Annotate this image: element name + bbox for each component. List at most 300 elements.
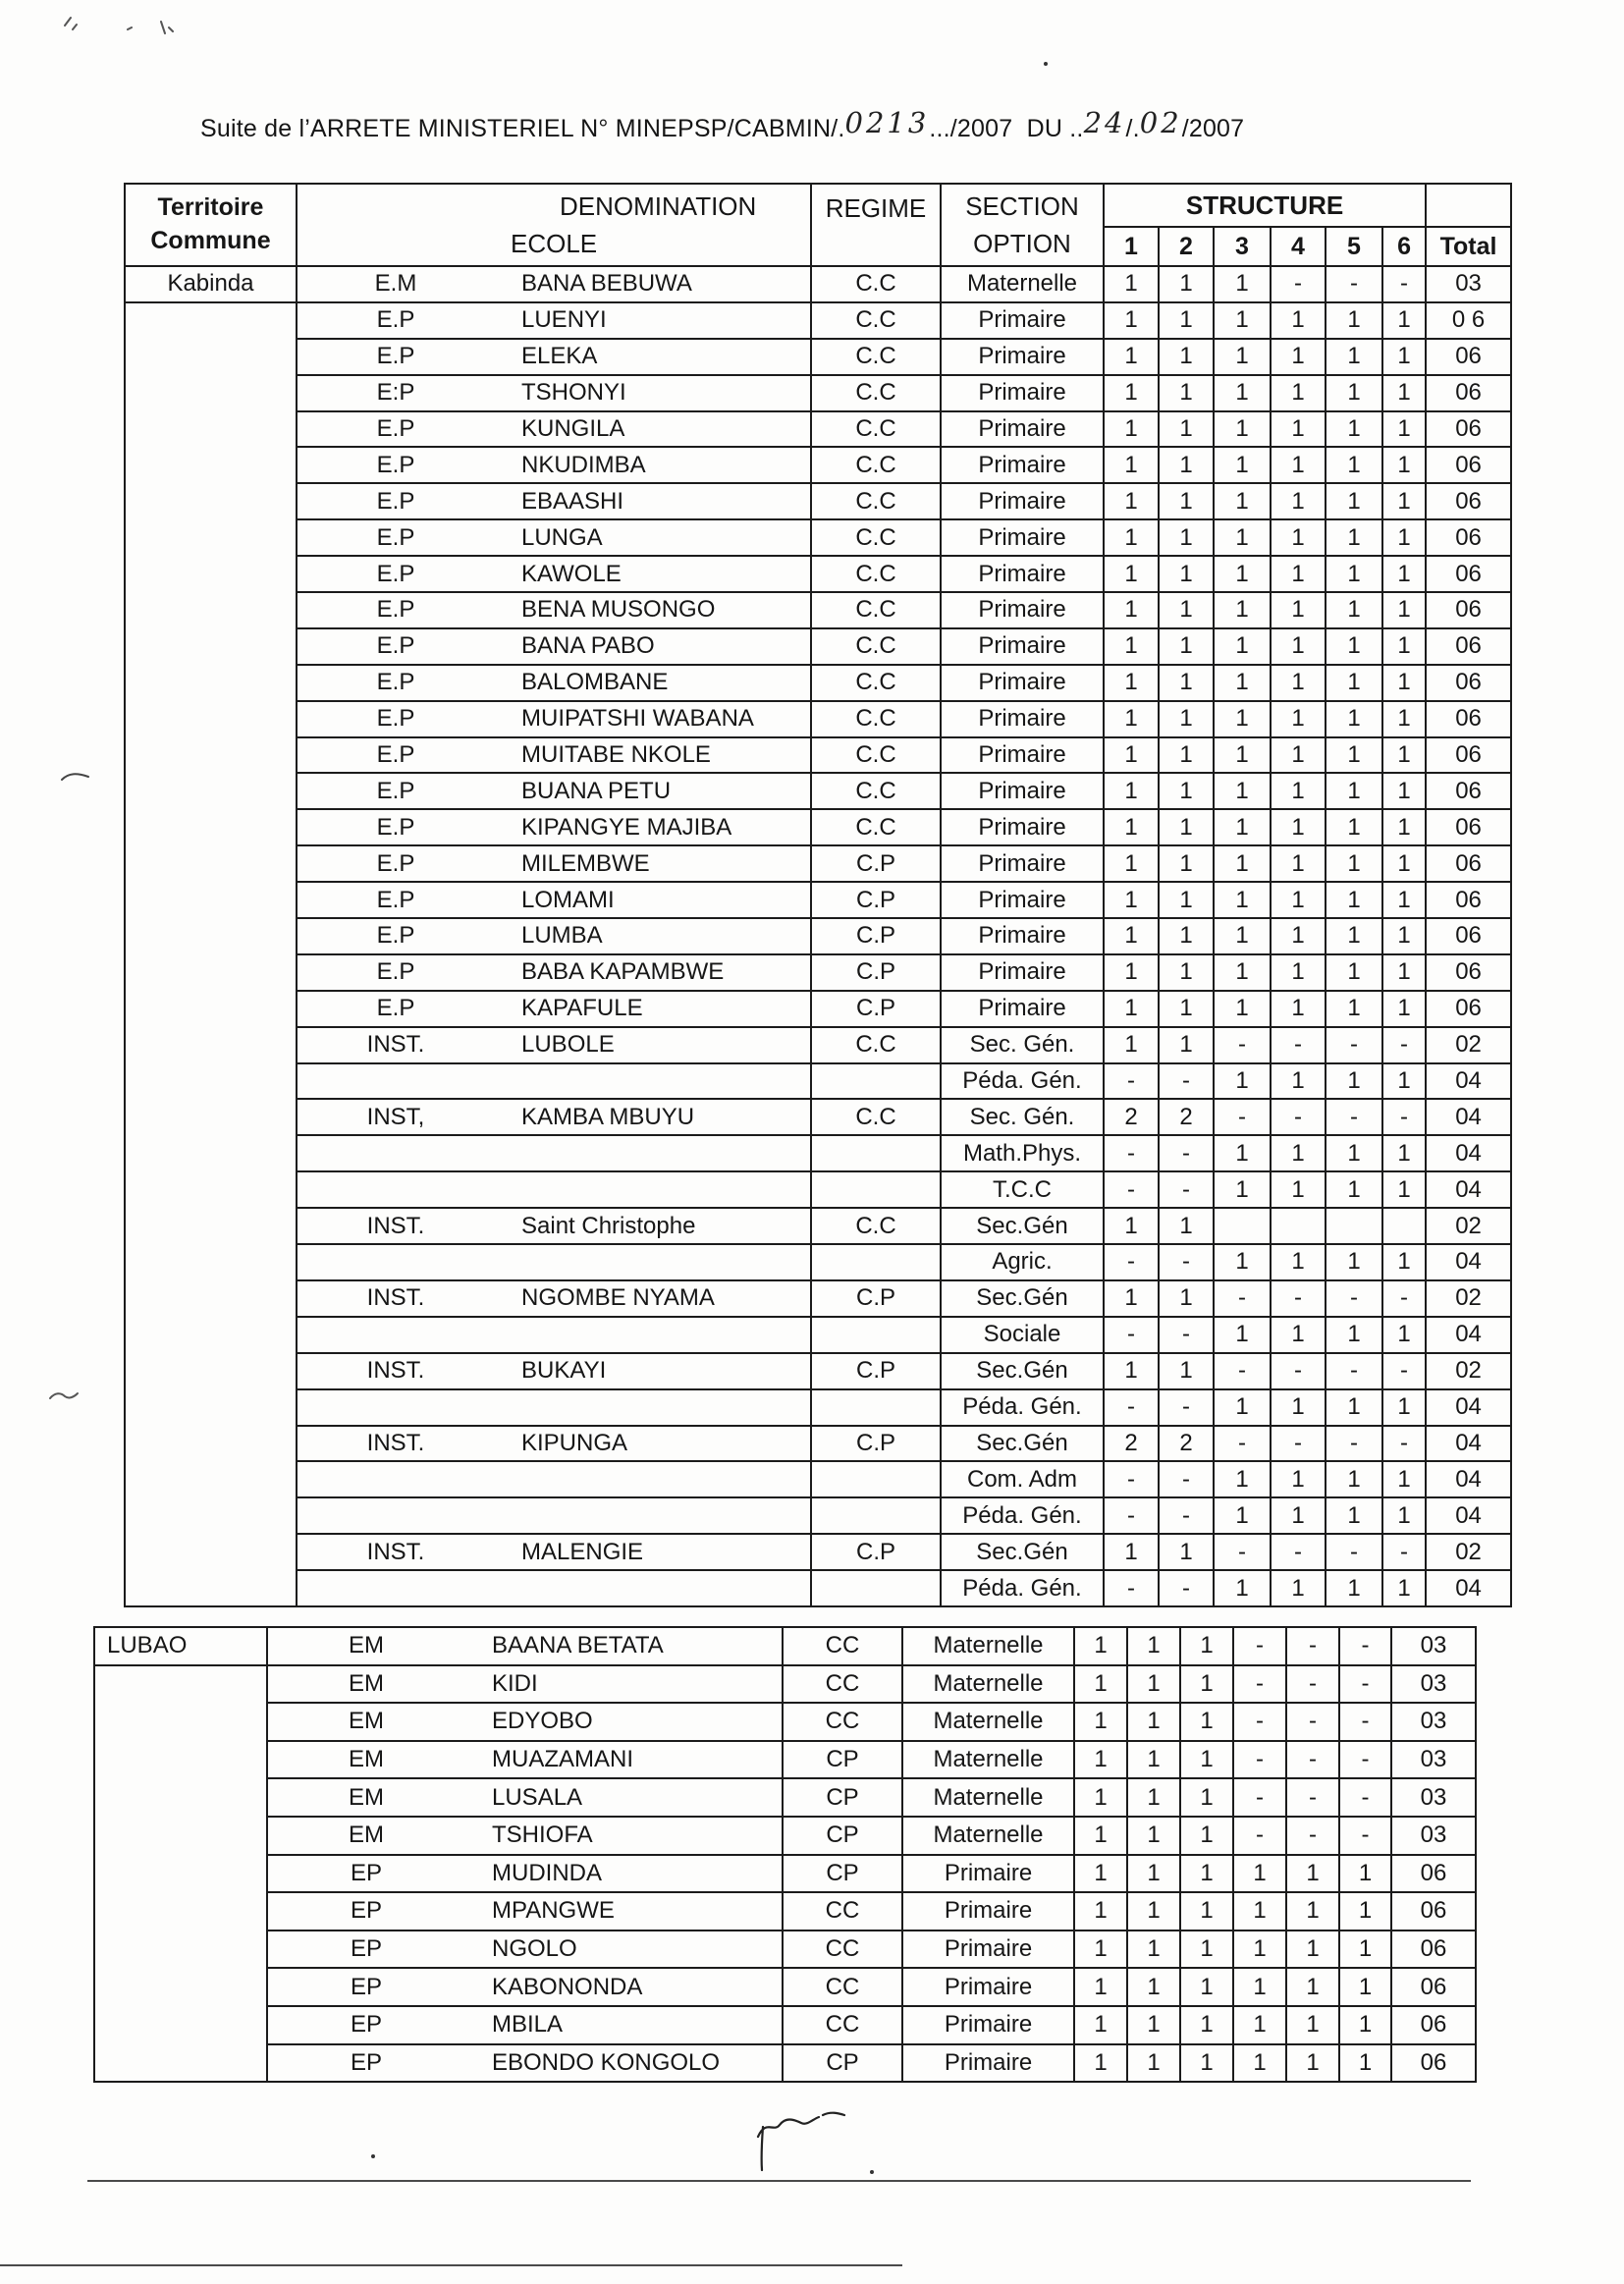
school-type-code: E.P <box>376 958 415 986</box>
structure-level-5-cell: 1 <box>1326 592 1382 628</box>
denomination-cell <box>297 1570 811 1606</box>
structure-level-2-cell: 1 <box>1159 991 1214 1027</box>
school-type-code: E.P <box>376 777 415 804</box>
denomination-label: DENOMINATION <box>560 191 757 221</box>
section-option-cell: Primaire <box>941 737 1104 774</box>
school-type-code: INST. <box>366 1284 425 1312</box>
table-row <box>125 411 1511 448</box>
school-name: LUENYI <box>521 306 607 334</box>
section-option-cell: Maternelle <box>902 1665 1074 1704</box>
structure-level-2-cell: 1 <box>1159 1027 1214 1063</box>
structure-level-1-cell: 1 <box>1104 701 1159 737</box>
structure-level-4-cell: - <box>1233 1778 1286 1817</box>
total-cell: 06 <box>1426 845 1511 882</box>
structure-level-5-cell <box>1326 1208 1382 1244</box>
regime-cell: C.C <box>811 411 941 448</box>
structure-level-2-cell: 1 <box>1159 1534 1214 1570</box>
structure-level-5-cell: - <box>1326 1426 1382 1462</box>
structure-level-4-cell: - <box>1233 1627 1286 1665</box>
signature-mark <box>746 2088 864 2176</box>
section-option-cell: Primaire <box>902 2006 1074 2044</box>
table-row <box>125 882 1511 918</box>
structure-level-5-cell: - <box>1286 1665 1339 1704</box>
structure-level-3-cell: 1 <box>1214 1171 1271 1208</box>
structure-level-6-cell: 1 <box>1382 1461 1426 1497</box>
denomination-cell <box>297 339 811 375</box>
total-cell: 03 <box>1426 266 1511 302</box>
table-row <box>125 954 1511 991</box>
structure-level-4-cell: 1 <box>1271 1461 1326 1497</box>
school-type-code: E.P <box>376 813 415 841</box>
structure-level-3-cell <box>1214 1208 1271 1244</box>
school-name: MUIPATSHI WABANA <box>521 705 754 733</box>
structure-level-4-cell: - <box>1271 1099 1326 1135</box>
school-name: KUNGILA <box>521 415 625 442</box>
denomination-cell <box>297 882 811 918</box>
table-row <box>125 1171 1511 1208</box>
school-type-code: E.P <box>376 343 415 370</box>
structure-level-2-cell: 1 <box>1127 1778 1180 1817</box>
table-row <box>94 1703 1476 1741</box>
total-cell: 06 <box>1426 592 1511 628</box>
table-row <box>125 628 1511 665</box>
structure-level-1-cell: 1 <box>1104 1353 1159 1389</box>
structure-level-2-cell: 1 <box>1159 483 1214 519</box>
total-cell: 04 <box>1426 1426 1511 1462</box>
structure-level-6-cell: - <box>1339 1778 1391 1817</box>
section-option-cell: Maternelle <box>941 266 1104 302</box>
section-option-cell: Maternelle <box>902 1703 1074 1741</box>
denomination-cell <box>297 1426 811 1462</box>
school-name: MUDINDA <box>492 1859 602 1886</box>
school-name: BUANA PETU <box>521 777 672 804</box>
structure-level-4-cell: 1 <box>1233 1892 1286 1931</box>
school-type-code: INST, <box>366 1103 425 1130</box>
denomination-cell <box>297 447 811 483</box>
regime-cell: CP <box>783 1778 902 1817</box>
structure-level-5-cell: 1 <box>1286 1892 1339 1931</box>
total-cell: 02 <box>1426 1027 1511 1063</box>
total-cell: 03 <box>1391 1778 1476 1817</box>
structure-level-4-cell: - <box>1271 1534 1326 1570</box>
table-row <box>94 1778 1476 1817</box>
structure-level-2-cell: - <box>1159 1389 1214 1426</box>
structure-level-1-cell: 2 <box>1104 1426 1159 1462</box>
structure-level-5-cell: 1 <box>1326 556 1382 592</box>
school-type-code: E.P <box>376 451 415 478</box>
school-type-code: E.P <box>376 306 415 334</box>
section-option-cell: Primaire <box>902 2044 1074 2083</box>
structure-level-1-cell: 1 <box>1074 1931 1127 1969</box>
school-name: LUMBA <box>521 922 603 950</box>
structure-level-2-cell: 1 <box>1127 1892 1180 1931</box>
school-type-code: E.P <box>376 886 415 913</box>
structure-level-6-cell: - <box>1382 1426 1426 1462</box>
territory-column-body <box>94 1665 267 2083</box>
structure-level-5-cell: 1 <box>1286 1968 1339 2006</box>
structure-level-3-cell: 1 <box>1214 991 1271 1027</box>
school-name: KIPANGYE MAJIBA <box>521 813 732 841</box>
denomination-cell <box>267 1817 783 1855</box>
structure-level-1-cell: 1 <box>1104 302 1159 339</box>
denomination-cell <box>297 592 811 628</box>
structure-level-4-cell: 1 <box>1271 1497 1326 1534</box>
table-row <box>125 737 1511 774</box>
structure-level-4-cell: 1 <box>1271 1317 1326 1353</box>
school-type-code: EP <box>350 1859 382 1886</box>
table-row <box>125 1353 1511 1389</box>
school-name: EBAASHI <box>521 487 624 515</box>
total-cell: 02 <box>1426 1208 1511 1244</box>
structure-level-2-cell: 1 <box>1159 1353 1214 1389</box>
structure-level-1-cell: - <box>1104 1389 1159 1426</box>
structure-level-1-cell: 1 <box>1074 1665 1127 1704</box>
structure-level-5-cell: - <box>1326 266 1382 302</box>
structure-level-6-cell: 1 <box>1382 665 1426 701</box>
school-type-code: INST. <box>366 1538 425 1565</box>
section-option-cell: Primaire <box>941 411 1104 448</box>
structure-level-3-cell: - <box>1214 1353 1271 1389</box>
scan-speck <box>870 2170 874 2174</box>
school-type-code: EP <box>350 2048 382 2076</box>
handwritten-day: 24 <box>1083 106 1126 139</box>
structure-level-1-cell: 1 <box>1104 447 1159 483</box>
table-row <box>125 1426 1511 1462</box>
structure-level-4-cell: 1 <box>1271 339 1326 375</box>
structure-level-1-cell: 1 <box>1104 1534 1159 1570</box>
school-name: BANA PABO <box>521 632 655 660</box>
structure-level-3-header: 3 <box>1214 227 1271 266</box>
structure-level-6-cell: 1 <box>1382 1135 1426 1171</box>
structure-level-3-cell: - <box>1214 1027 1271 1063</box>
school-type-code: INST. <box>366 1357 425 1385</box>
territory-column-body <box>125 302 297 1606</box>
regime-cell: C.C <box>811 701 941 737</box>
structure-level-5-cell: 1 <box>1326 375 1382 411</box>
margin-pen-mark <box>59 766 92 788</box>
total-cell: 04 <box>1426 1063 1511 1100</box>
regime-cell: C.C <box>811 266 941 302</box>
structure-level-2-cell: 1 <box>1159 1208 1214 1244</box>
table-row <box>94 1817 1476 1855</box>
structure-level-2-cell: 1 <box>1159 339 1214 375</box>
structure-level-1-cell: 1 <box>1104 519 1159 556</box>
school-name: LOMAMI <box>521 886 615 913</box>
school-type-code: EM <box>349 1746 384 1773</box>
structure-level-1-cell: 1 <box>1074 1892 1127 1931</box>
structure-level-4-cell: 1 <box>1271 882 1326 918</box>
structure-level-4-cell: 1 <box>1271 1135 1326 1171</box>
section-option-cell: Sec.Gén <box>941 1280 1104 1317</box>
scan-speck <box>1044 62 1048 66</box>
structure-level-5-cell: - <box>1286 1778 1339 1817</box>
regime-header <box>811 184 941 266</box>
structure-level-1-cell: 1 <box>1104 918 1159 954</box>
date-separator: /. <box>1125 115 1140 142</box>
structure-level-2-cell: 1 <box>1159 628 1214 665</box>
kabinda-table-body <box>125 266 1511 1606</box>
structure-level-6-cell: 1 <box>1382 882 1426 918</box>
table-row <box>125 1063 1511 1100</box>
structure-level-6-cell: 1 <box>1382 918 1426 954</box>
structure-level-5-cell: 1 <box>1326 339 1382 375</box>
table-row <box>94 2006 1476 2044</box>
section-option-cell: Sec.Gén <box>941 1426 1104 1462</box>
denomination-cell <box>297 1208 811 1244</box>
section-option-cell: Péda. Gén. <box>941 1063 1104 1100</box>
structure-level-2-cell: 1 <box>1159 701 1214 737</box>
structure-level-2-cell: 1 <box>1159 556 1214 592</box>
structure-level-4-cell: 1 <box>1271 302 1326 339</box>
regime-cell: C.P <box>811 882 941 918</box>
ecole-label: ECOLE <box>511 229 598 258</box>
section-option-cell: Péda. Gén. <box>941 1389 1104 1426</box>
school-name: MILEMBWE <box>521 849 650 877</box>
lubao-schools-table <box>93 1626 1477 2083</box>
total-cell: 04 <box>1426 1135 1511 1171</box>
regime-cell: C.C <box>811 1208 941 1244</box>
section-option-header <box>941 184 1104 266</box>
territoire-label: Territoire <box>157 193 264 221</box>
section-option-cell: Primaire <box>941 447 1104 483</box>
school-type-code: E.P <box>376 922 415 950</box>
structure-level-6-cell: - <box>1339 1703 1391 1741</box>
denomination-cell <box>297 1244 811 1280</box>
regime-cell: C.C <box>811 592 941 628</box>
structure-level-4-cell: 1 <box>1271 592 1326 628</box>
denomination-cell <box>297 1461 811 1497</box>
structure-level-6-cell: 1 <box>1382 628 1426 665</box>
structure-level-6-cell: 1 <box>1339 2006 1391 2044</box>
structure-level-3-cell: 1 <box>1214 1570 1271 1606</box>
table-row <box>125 1208 1511 1244</box>
structure-level-1-cell: - <box>1104 1135 1159 1171</box>
denomination-cell <box>297 1389 811 1426</box>
structure-level-2-cell: 1 <box>1127 1968 1180 2006</box>
structure-level-6-cell: 1 <box>1382 1317 1426 1353</box>
total-cell: 06 <box>1391 1931 1476 1969</box>
structure-level-5-cell: 1 <box>1326 302 1382 339</box>
structure-level-2-cell: 1 <box>1159 773 1214 809</box>
school-type-code: INST. <box>366 1031 425 1059</box>
structure-level-2-cell: 1 <box>1159 447 1214 483</box>
school-type-code: EM <box>349 1632 384 1659</box>
denomination-cell <box>267 1703 783 1741</box>
denomination-cell <box>267 1968 783 2006</box>
structure-level-1-cell: 1 <box>1104 556 1159 592</box>
total-cell: 06 <box>1426 882 1511 918</box>
structure-level-1-cell: 1 <box>1104 266 1159 302</box>
structure-level-1-cell: 1 <box>1074 1627 1127 1665</box>
structure-level-6-cell: 1 <box>1382 411 1426 448</box>
structure-level-1-cell: - <box>1104 1171 1159 1208</box>
structure-level-3-cell: 1 <box>1214 954 1271 991</box>
total-cell: 06 <box>1426 701 1511 737</box>
total-cell: 06 <box>1426 737 1511 774</box>
structure-level-6-cell: 1 <box>1339 2044 1391 2083</box>
structure-level-3-cell: 1 <box>1214 701 1271 737</box>
structure-level-3-cell: 1 <box>1214 665 1271 701</box>
table-row <box>125 1099 1511 1135</box>
table-row <box>125 809 1511 845</box>
structure-level-5-cell: - <box>1326 1027 1382 1063</box>
structure-level-2-cell: 1 <box>1159 809 1214 845</box>
structure-level-2-cell: 1 <box>1159 266 1214 302</box>
section-option-cell: Primaire <box>941 375 1104 411</box>
school-type-code: EP <box>350 1935 382 1963</box>
structure-level-1-cell: 1 <box>1074 1778 1127 1817</box>
structure-level-2-cell: - <box>1159 1317 1214 1353</box>
structure-level-5-cell: 1 <box>1286 2006 1339 2044</box>
denomination-ecole-header <box>297 184 811 266</box>
school-type-code: E.P <box>376 995 415 1022</box>
structure-level-6-cell: - <box>1339 1627 1391 1665</box>
school-type-code: INST. <box>366 1429 425 1456</box>
territoire-commune-header <box>125 184 297 266</box>
structure-level-2-cell: 1 <box>1159 737 1214 774</box>
denomination-cell <box>297 918 811 954</box>
regime-cell <box>811 1135 941 1171</box>
structure-level-3-cell: 1 <box>1214 737 1271 774</box>
denomination-cell <box>297 954 811 991</box>
structure-level-6-cell: 1 <box>1382 339 1426 375</box>
structure-level-1-cell: 1 <box>1074 2006 1127 2044</box>
section-option-cell: Sec.Gén <box>941 1534 1104 1570</box>
handwritten-decree-number: 0213 <box>844 106 930 139</box>
total-cell: 0 6 <box>1426 302 1511 339</box>
structure-level-1-cell: 1 <box>1104 737 1159 774</box>
structure-level-6-cell: 1 <box>1382 845 1426 882</box>
denomination-cell <box>297 1063 811 1100</box>
structure-level-4-cell: 1 <box>1271 701 1326 737</box>
structure-level-1-cell: - <box>1104 1244 1159 1280</box>
regime-cell: C.C <box>811 737 941 774</box>
structure-level-2-cell: 1 <box>1127 1665 1180 1704</box>
structure-level-3-cell: 1 <box>1214 302 1271 339</box>
regime-cell: C.C <box>811 1099 941 1135</box>
regime-cell: C.C <box>811 302 941 339</box>
structure-level-3-cell: 1 <box>1214 845 1271 882</box>
structure-level-4-cell: - <box>1233 1741 1286 1779</box>
structure-level-2-cell: - <box>1159 1135 1214 1171</box>
structure-level-1-cell: 1 <box>1104 954 1159 991</box>
regime-cell <box>811 1497 941 1534</box>
structure-level-3-cell: 1 <box>1214 339 1271 375</box>
section-option-cell: Primaire <box>941 339 1104 375</box>
structure-level-2-cell: 1 <box>1127 1741 1180 1779</box>
table-row <box>125 1244 1511 1280</box>
structure-level-5-cell: 1 <box>1326 1570 1382 1606</box>
school-type-code: E.P <box>376 741 415 769</box>
school-name: KAMBA MBUYU <box>521 1103 695 1130</box>
table-row <box>125 483 1511 519</box>
structure-level-2-cell: - <box>1159 1461 1214 1497</box>
total-cell: 06 <box>1426 773 1511 809</box>
structure-level-4-cell: 1 <box>1271 447 1326 483</box>
regime-cell: C.C <box>811 375 941 411</box>
school-type-code: EP <box>350 2011 382 2039</box>
school-type-code: E.P <box>376 596 415 624</box>
table-row <box>94 1855 1476 1893</box>
table-row <box>125 918 1511 954</box>
table-row <box>94 1892 1476 1931</box>
structure-level-4-cell: 1 <box>1271 665 1326 701</box>
structure-level-5-header: 5 <box>1326 227 1382 266</box>
scan-horizontal-line <box>0 2264 902 2266</box>
structure-level-1-cell: 1 <box>1104 411 1159 448</box>
structure-level-3-cell: - <box>1214 1280 1271 1317</box>
school-name: KIPUNGA <box>521 1429 628 1456</box>
denomination-cell <box>297 1027 811 1063</box>
table-row <box>125 519 1511 556</box>
regime-cell: CC <box>783 1892 902 1931</box>
school-type-code: E.P <box>376 523 415 551</box>
regime-cell: C.C <box>811 519 941 556</box>
structure-level-1-cell: 1 <box>1074 1741 1127 1779</box>
school-type-code: E.P <box>376 415 415 442</box>
structure-level-4-header: 4 <box>1271 227 1326 266</box>
structure-level-4-cell: 1 <box>1233 1968 1286 2006</box>
regime-label: REGIME <box>825 193 927 223</box>
table-row <box>125 556 1511 592</box>
structure-level-1-cell: 1 <box>1104 991 1159 1027</box>
structure-level-4-cell: 1 <box>1271 411 1326 448</box>
structure-level-3-cell: 1 <box>1214 1389 1271 1426</box>
regime-cell <box>811 1063 941 1100</box>
structure-level-4-cell: - <box>1271 1353 1326 1389</box>
section-option-cell: Primaire <box>902 1892 1074 1931</box>
table-row <box>125 1570 1511 1606</box>
denomination-cell <box>297 483 811 519</box>
school-type-code: E.P <box>376 487 415 515</box>
total-cell: 06 <box>1391 1855 1476 1893</box>
commune-label: Commune <box>150 227 271 254</box>
scan-horizontal-line <box>87 2180 1471 2182</box>
structure-level-5-cell: 1 <box>1326 1171 1382 1208</box>
decree-year: /2007 <box>1181 115 1245 142</box>
total-cell: 02 <box>1426 1280 1511 1317</box>
structure-level-5-cell: - <box>1326 1534 1382 1570</box>
regime-cell: CC <box>783 2006 902 2044</box>
structure-level-3-cell: 1 <box>1180 1627 1233 1665</box>
denomination-cell <box>267 1855 783 1893</box>
structure-level-1-cell: 1 <box>1104 628 1159 665</box>
structure-level-5-cell: 1 <box>1326 954 1382 991</box>
structure-level-3-cell: 1 <box>1180 1855 1233 1893</box>
scan-scribble-marks <box>59 8 187 41</box>
section-option-cell: Péda. Gén. <box>941 1497 1104 1534</box>
regime-cell: CC <box>783 1968 902 2006</box>
denomination-cell <box>267 1627 783 1665</box>
structure-level-5-cell: - <box>1326 1099 1382 1135</box>
structure-level-5-cell: - <box>1286 1703 1339 1741</box>
structure-level-4-cell: 1 <box>1271 1063 1326 1100</box>
regime-cell: C.P <box>811 991 941 1027</box>
structure-level-6-cell: 1 <box>1382 954 1426 991</box>
section-option-cell: Sec.Gén <box>941 1353 1104 1389</box>
regime-cell: C.P <box>811 1426 941 1462</box>
school-type-code: INST. <box>366 1212 425 1239</box>
section-option-cell: Primaire <box>941 882 1104 918</box>
denomination-cell <box>267 1892 783 1931</box>
structure-level-6-cell: 1 <box>1382 701 1426 737</box>
structure-level-3-cell: 1 <box>1180 1968 1233 2006</box>
regime-cell: C.P <box>811 845 941 882</box>
structure-level-6-cell: 1 <box>1339 1855 1391 1893</box>
structure-level-3-cell: 1 <box>1214 1461 1271 1497</box>
school-name: Saint Christophe <box>521 1212 696 1239</box>
structure-level-2-cell: - <box>1159 1244 1214 1280</box>
